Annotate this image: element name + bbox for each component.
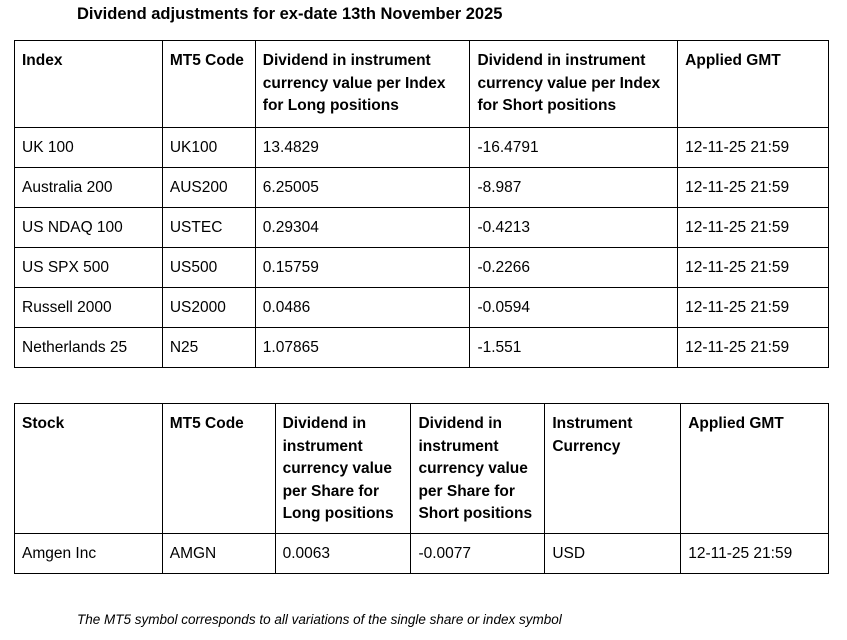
cell-dividend-short: -16.4791 [470, 128, 678, 168]
cell-applied-gmt: 12-11-25 21:59 [678, 208, 829, 248]
cell-applied-gmt: 12-11-25 21:59 [678, 248, 829, 288]
stock-dividend-table [14, 403, 829, 574]
cell-dividend-short: -1.551 [470, 328, 678, 368]
cell-mt5-code: UK100 [162, 128, 255, 168]
cell-mt5-code: USTEC [162, 208, 255, 248]
cell-index: Netherlands 25 [15, 328, 163, 368]
cell-applied-gmt: 12-11-25 21:59 [678, 328, 829, 368]
table-row [15, 534, 829, 574]
header-dividend-short: Dividend in instrument currency value per Index for Short positions [470, 41, 678, 128]
cell-dividend-long: 0.29304 [255, 208, 470, 248]
table-header-row [15, 404, 829, 534]
cell-dividend-long: 13.4829 [255, 128, 470, 168]
table-row [15, 168, 829, 208]
cell-dividend-short: -8.987 [470, 168, 678, 208]
table-header-row [15, 41, 829, 128]
cell-dividend-short: -0.4213 [470, 208, 678, 248]
cell-dividend-long: 1.07865 [255, 328, 470, 368]
header-instrument-currency: Instrument Currency [545, 404, 681, 534]
header-applied-gmt: Applied GMT [678, 41, 829, 128]
header-stock: Stock [15, 404, 163, 534]
cell-applied-gmt: 12-11-25 21:59 [681, 534, 829, 574]
cell-mt5-code: AMGN [162, 534, 275, 574]
cell-dividend-short: -0.2266 [470, 248, 678, 288]
cell-mt5-code: AUS200 [162, 168, 255, 208]
table-row [15, 288, 829, 328]
cell-mt5-code: US2000 [162, 288, 255, 328]
page-title: Dividend adjustments for ex-date 13th November 2025 [77, 5, 503, 23]
cell-applied-gmt: 12-11-25 21:59 [678, 168, 829, 208]
header-dividend-long: Dividend in instrument currency value per Share for Long positions [275, 404, 411, 534]
cell-applied-gmt: 12-11-25 21:59 [678, 128, 829, 168]
cell-index: UK 100 [15, 128, 163, 168]
footnote: The MT5 symbol corresponds to all variations of the single share or index symbol [77, 612, 562, 627]
cell-mt5-code: N25 [162, 328, 255, 368]
index-dividend-table [14, 40, 829, 368]
cell-instrument-currency: USD [545, 534, 681, 574]
table-row [15, 328, 829, 368]
table-row [15, 208, 829, 248]
cell-dividend-long: 0.15759 [255, 248, 470, 288]
cell-index: Russell 2000 [15, 288, 163, 328]
cell-dividend-short: -0.0077 [411, 534, 545, 574]
cell-stock: Amgen Inc [15, 534, 163, 574]
header-mt5-code: MT5 Code [162, 41, 255, 128]
header-mt5-code: MT5 Code [162, 404, 275, 534]
cell-dividend-long: 0.0063 [275, 534, 411, 574]
table-row [15, 128, 829, 168]
cell-dividend-long: 0.0486 [255, 288, 470, 328]
table-row [15, 248, 829, 288]
cell-applied-gmt: 12-11-25 21:59 [678, 288, 829, 328]
cell-index: US NDAQ 100 [15, 208, 163, 248]
header-index: Index [15, 41, 163, 128]
cell-index: Australia 200 [15, 168, 163, 208]
header-dividend-long: Dividend in instrument currency value per Index for Long positions [255, 41, 470, 128]
cell-index: US SPX 500 [15, 248, 163, 288]
cell-dividend-short: -0.0594 [470, 288, 678, 328]
header-applied-gmt: Applied GMT [681, 404, 829, 534]
cell-mt5-code: US500 [162, 248, 255, 288]
header-dividend-short: Dividend in instrument currency value per Share for Short positions [411, 404, 545, 534]
cell-dividend-long: 6.25005 [255, 168, 470, 208]
